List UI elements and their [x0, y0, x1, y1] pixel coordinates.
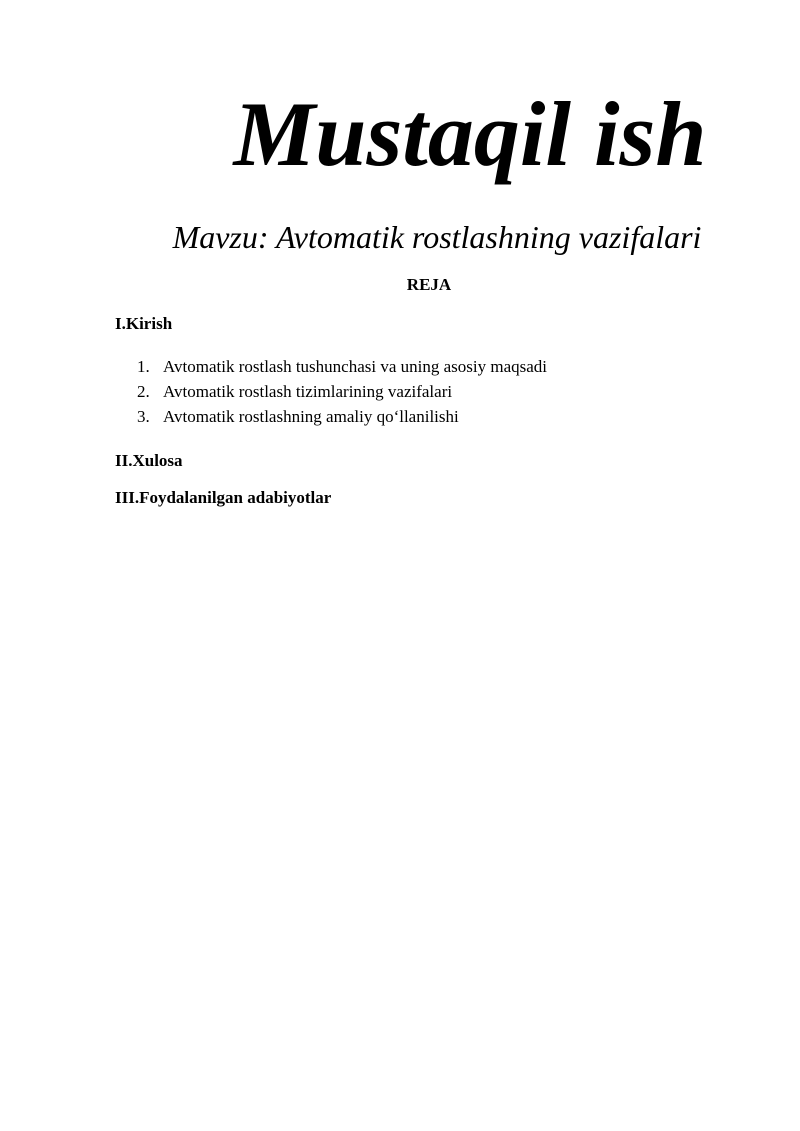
intro-item-list	[115, 354, 547, 429]
plan-heading: REJA	[406, 275, 452, 294]
list-item-number: 2.	[137, 382, 150, 401]
document-title: Mustaqil ish	[233, 83, 707, 185]
section-conclusion-heading: II.Xulosa	[115, 451, 183, 470]
list-item-text: Avtomatik rostlash tushunchasi va uning asosiy maqsadi	[163, 357, 548, 376]
list-item	[115, 404, 547, 429]
list-item-number: 1.	[137, 357, 150, 376]
list-item	[115, 354, 547, 379]
document-subject: Mavzu: Avtomatik rostlashning vazifalari	[172, 219, 702, 255]
list-item-number: 3.	[137, 407, 150, 426]
section-intro-heading: I.Kirish	[115, 314, 173, 333]
list-item	[115, 379, 547, 404]
section-references-heading: III.Foydalanilgan adabiyotlar	[115, 488, 332, 507]
list-item-text: Avtomatik rostlashning amaliy qo‘llanilishi	[163, 407, 459, 426]
list-item-text: Avtomatik rostlash tizimlarining vazifalari	[163, 382, 453, 401]
